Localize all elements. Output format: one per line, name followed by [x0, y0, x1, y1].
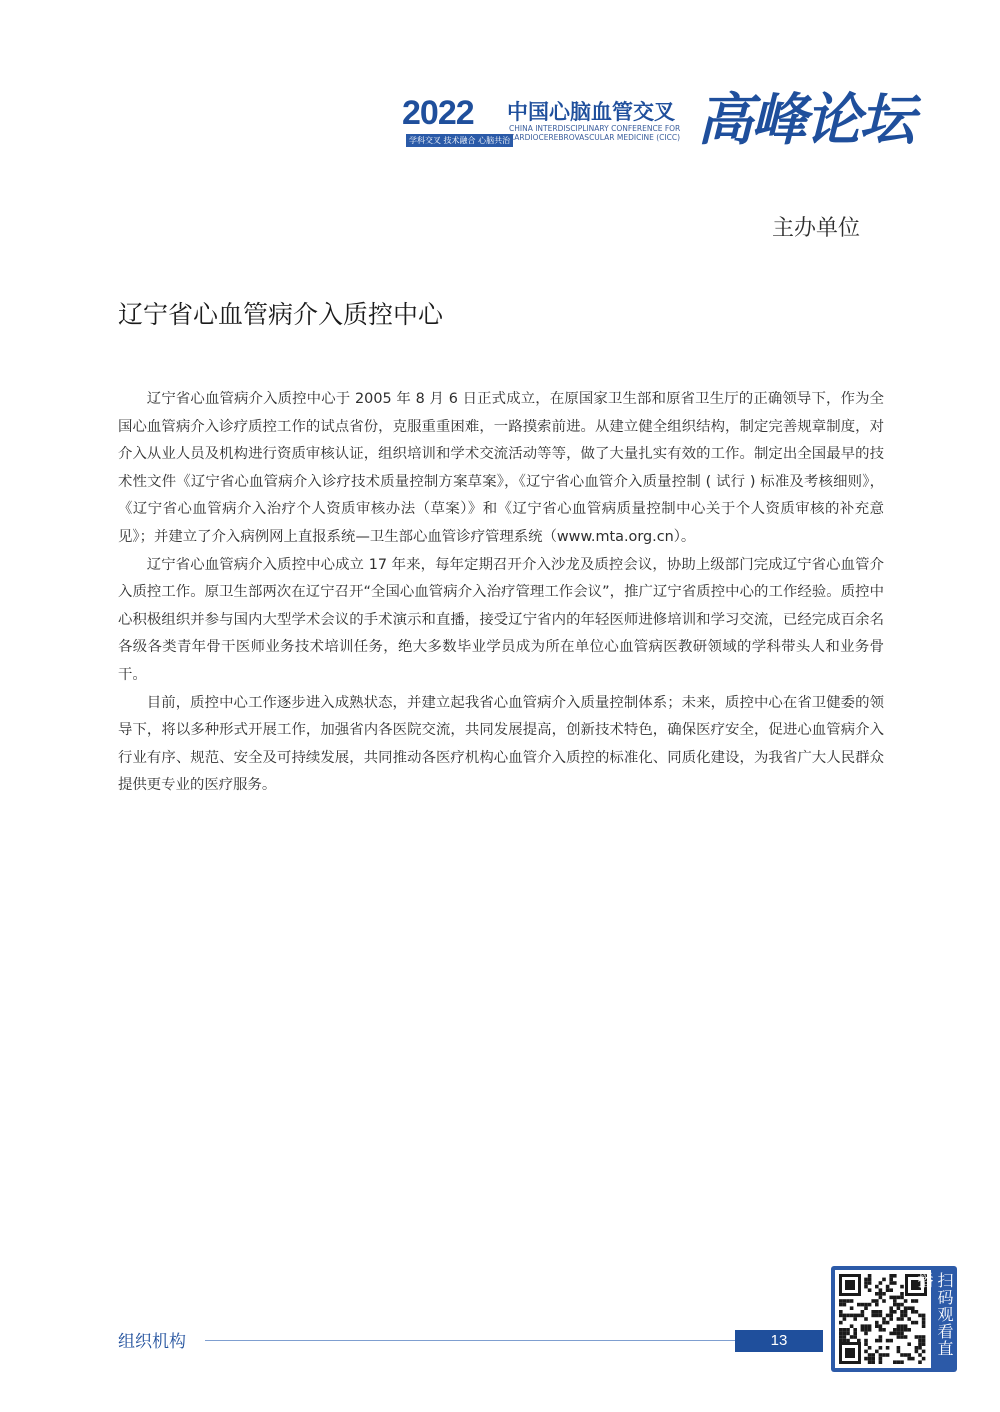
logo-title-en-line1: CHINA INTERDISCIPLINARY CONFERENCE FOR: [509, 124, 681, 133]
logo-title-cn: 中国心脑血管交叉: [507, 100, 675, 124]
paragraph: 辽宁省心血管病介入质控中心成立 17 年来，每年定期召开介入沙龙及质控会议，协助上级部门完成辽宁省心血管介入质控工作。原卫生部两次在辽宁召开“全国心血管病介入治疗管理工作会议”，推广辽宁省质控中心的工作经验。质控中心积极组织并参与国内大型学术会议的手术演示和直播，接受辽宁省内的年轻医师进修培训和学习交流，已经完成百余名各级各类青年骨干医师业务技术培训任务，绝大多数毕业学员成为所在单位心血管病医教研领域的学科带头人和业务骨干。: [118, 556, 884, 683]
section-label: 主办单位: [771, 216, 860, 241]
logo-year: 2022: [402, 94, 474, 132]
logo-script-title: 高峰论坛: [697, 87, 913, 153]
page-title: 辽宁省心血管病介入质控中心: [118, 300, 444, 329]
qr-caption: 扫码观看直播: [915, 1272, 954, 1357]
footer-divider: [205, 1340, 735, 1341]
conference-logo: [402, 74, 913, 164]
qr-panel[interactable]: [831, 1266, 957, 1372]
paragraph: 辽宁省心血管病介入质控中心于 2005 年 8 月 6 日正式成立，在原国家卫生部和原省卫生厅的正确领导下，作为全国心血管病介入诊疗质控工作的试点省份，克服重重困难，一路摸索前进。从建立健全组织结构，制定完善规章制度，对介入从业人员及机构进行资质审核认证，组织培训和学术交流活动等等，做了大量扎实有效的工作。制定出全国最早的技术性文件《辽宁省心血管病介入诊疗技术质量控制方案草案》，《辽宁省心血管介入质量控制 ( 试行 ) 标准及考核细则》，《辽宁省心血管病介入治疗个人资质审核办法（草案）》和《辽宁省心血管病质量控制中心关于个人资质审核的补充意见》；并建立了介入病例网上直报系统—卫生部心血管诊疗管理系统（www.mta.org.cn）。: [118, 391, 884, 545]
paragraph: 目前，质控中心工作逐步进入成熟状态，并建立起我省心血管病介入质量控制体系；未来，质控中心在省卫健委的领导下，将以多种形式开展工作，加强省内各医院交流，共同发展提高，创新技术特色，确保医疗安全，促进心血管病介入行业有序、规范、安全及可持续发展，共同推动各医疗机构心血管介入质控的标准化、同质化建设，为我省广大人民群众提供更专业的医疗服务。: [118, 694, 884, 794]
logo-tagline: 学科交叉 技术融合 心脑共治: [406, 134, 513, 147]
page-number: 13: [735, 1330, 823, 1352]
logo-title-en: [509, 124, 709, 142]
article-body: [118, 386, 884, 800]
logo-title-en-line2: CARDIOCEREBROVASCULAR MEDICINE (CICC): [509, 133, 681, 142]
footer-section-label: 组织机构: [118, 1332, 186, 1352]
